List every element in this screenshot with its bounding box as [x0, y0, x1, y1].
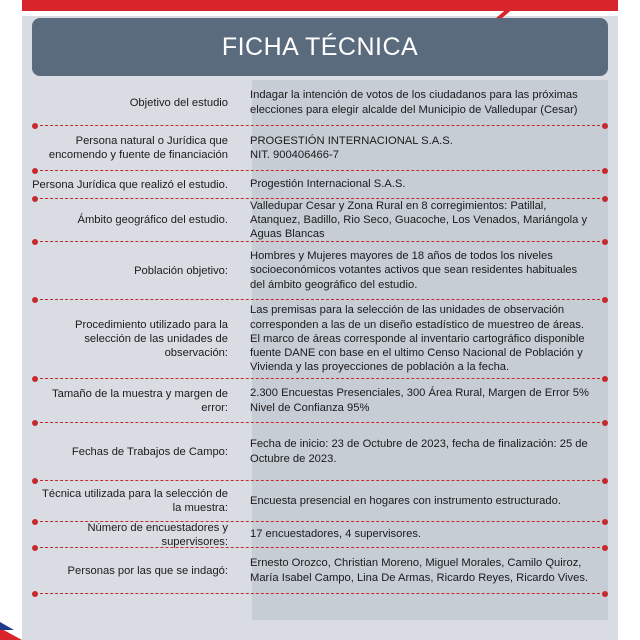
row-tamano-muestra: [32, 379, 608, 422]
row-value: PROGESTIÓN INTERNACIONAL S.A.S. NIT. 900406466-7: [250, 134, 453, 161]
row-value: Ernesto Orozco, Christian Moreno, Miguel Morales, Camilo Quiroz, María Isabel Campo, Lina De Armas, Ricardo Reyes, Ricardo Vives.: [250, 557, 589, 584]
row-label: Fechas de Trabajos de Campo:: [71, 445, 228, 458]
technical-sheet-table: [32, 80, 608, 594]
row-value: Hombres y Mujeres mayores de 18 años de todos los niveles socioeconómicos votantes activos que sean residentes habituales del ámbito geográfico del estudio.: [250, 250, 578, 291]
row-label: Persona natural o Jurídica que encomendo y fuente de financiación: [48, 135, 228, 161]
row-encuestadores: [32, 522, 608, 547]
row-value: Valledupar Cesar y Zona Rural en 8 corregimientos: Patillal, Atanquez, Badillo, Rio Seco, Guacoche, Los Venados, Mariángola y Aguas Blancas: [250, 199, 588, 241]
row-procedimiento: [32, 300, 608, 378]
row-value: Las premisas para la selección de las unidades de observación corresponden a las de un diseño estadístico de muestreo de áreas. El marco de áreas corresponde al inventario cartográfico disponible fuente DANE con base en el ultimo Censo Nacional de Población y Vivienda y las proyecciones de población a la fecha.: [250, 304, 585, 374]
row-value: Fecha de inicio: 23 de Octubre de 2023, fecha de finalización: 25 de Octubre de 2023.: [250, 438, 588, 465]
row-label: Ámbito geográfico del estudio.: [77, 214, 228, 226]
row-persona-natural: [32, 126, 608, 170]
row-tecnica: [32, 481, 608, 521]
row-value: Indagar la intención de votos de los ciudadanos para las próximas elecciones para elegir alcalde del Municipio de Valledupar (Cesar): [250, 89, 578, 116]
title-banner: [32, 18, 608, 76]
row-label: Objetivo del estudio: [129, 96, 228, 109]
row-label: Técnica utilizada para la selección de la muestra:: [42, 488, 228, 514]
page-title: FICHA TÉCNICA: [221, 32, 419, 61]
row-persona-juridica: [32, 171, 608, 198]
row-value: 2.300 Encuestas Presenciales, 300 Área Rural, Margen de Error 5% Nivel de Confianza 95%: [250, 387, 589, 414]
row-label: Procedimiento utilizado para la selección de las unidades de observación:: [75, 319, 228, 359]
row-poblacion: [32, 242, 608, 299]
row-separator: [35, 593, 605, 594]
row-value: Encuesta presencial en hogares con instrumento estructurado.: [250, 494, 561, 507]
row-label: Tamaño de la muestra y margen de error:: [52, 387, 228, 414]
decorative-bottom-corner: [0, 622, 640, 640]
row-objetivo: [32, 80, 608, 125]
row-fechas: [32, 423, 608, 480]
row-label: Persona Jurídica que realizó el estudio.: [32, 178, 228, 191]
row-value: Progestión Internacional S.A.S.: [250, 178, 406, 191]
row-label: Población objetivo:: [134, 264, 228, 277]
row-label: Número de encuestadores y supervisores:: [87, 521, 228, 548]
row-ambito: [32, 199, 608, 241]
row-label: Personas por las que se indagó:: [67, 564, 228, 577]
row-personas-indagadas: [32, 548, 608, 593]
row-value: 17 encuestadores, 4 supervisores.: [250, 528, 422, 541]
